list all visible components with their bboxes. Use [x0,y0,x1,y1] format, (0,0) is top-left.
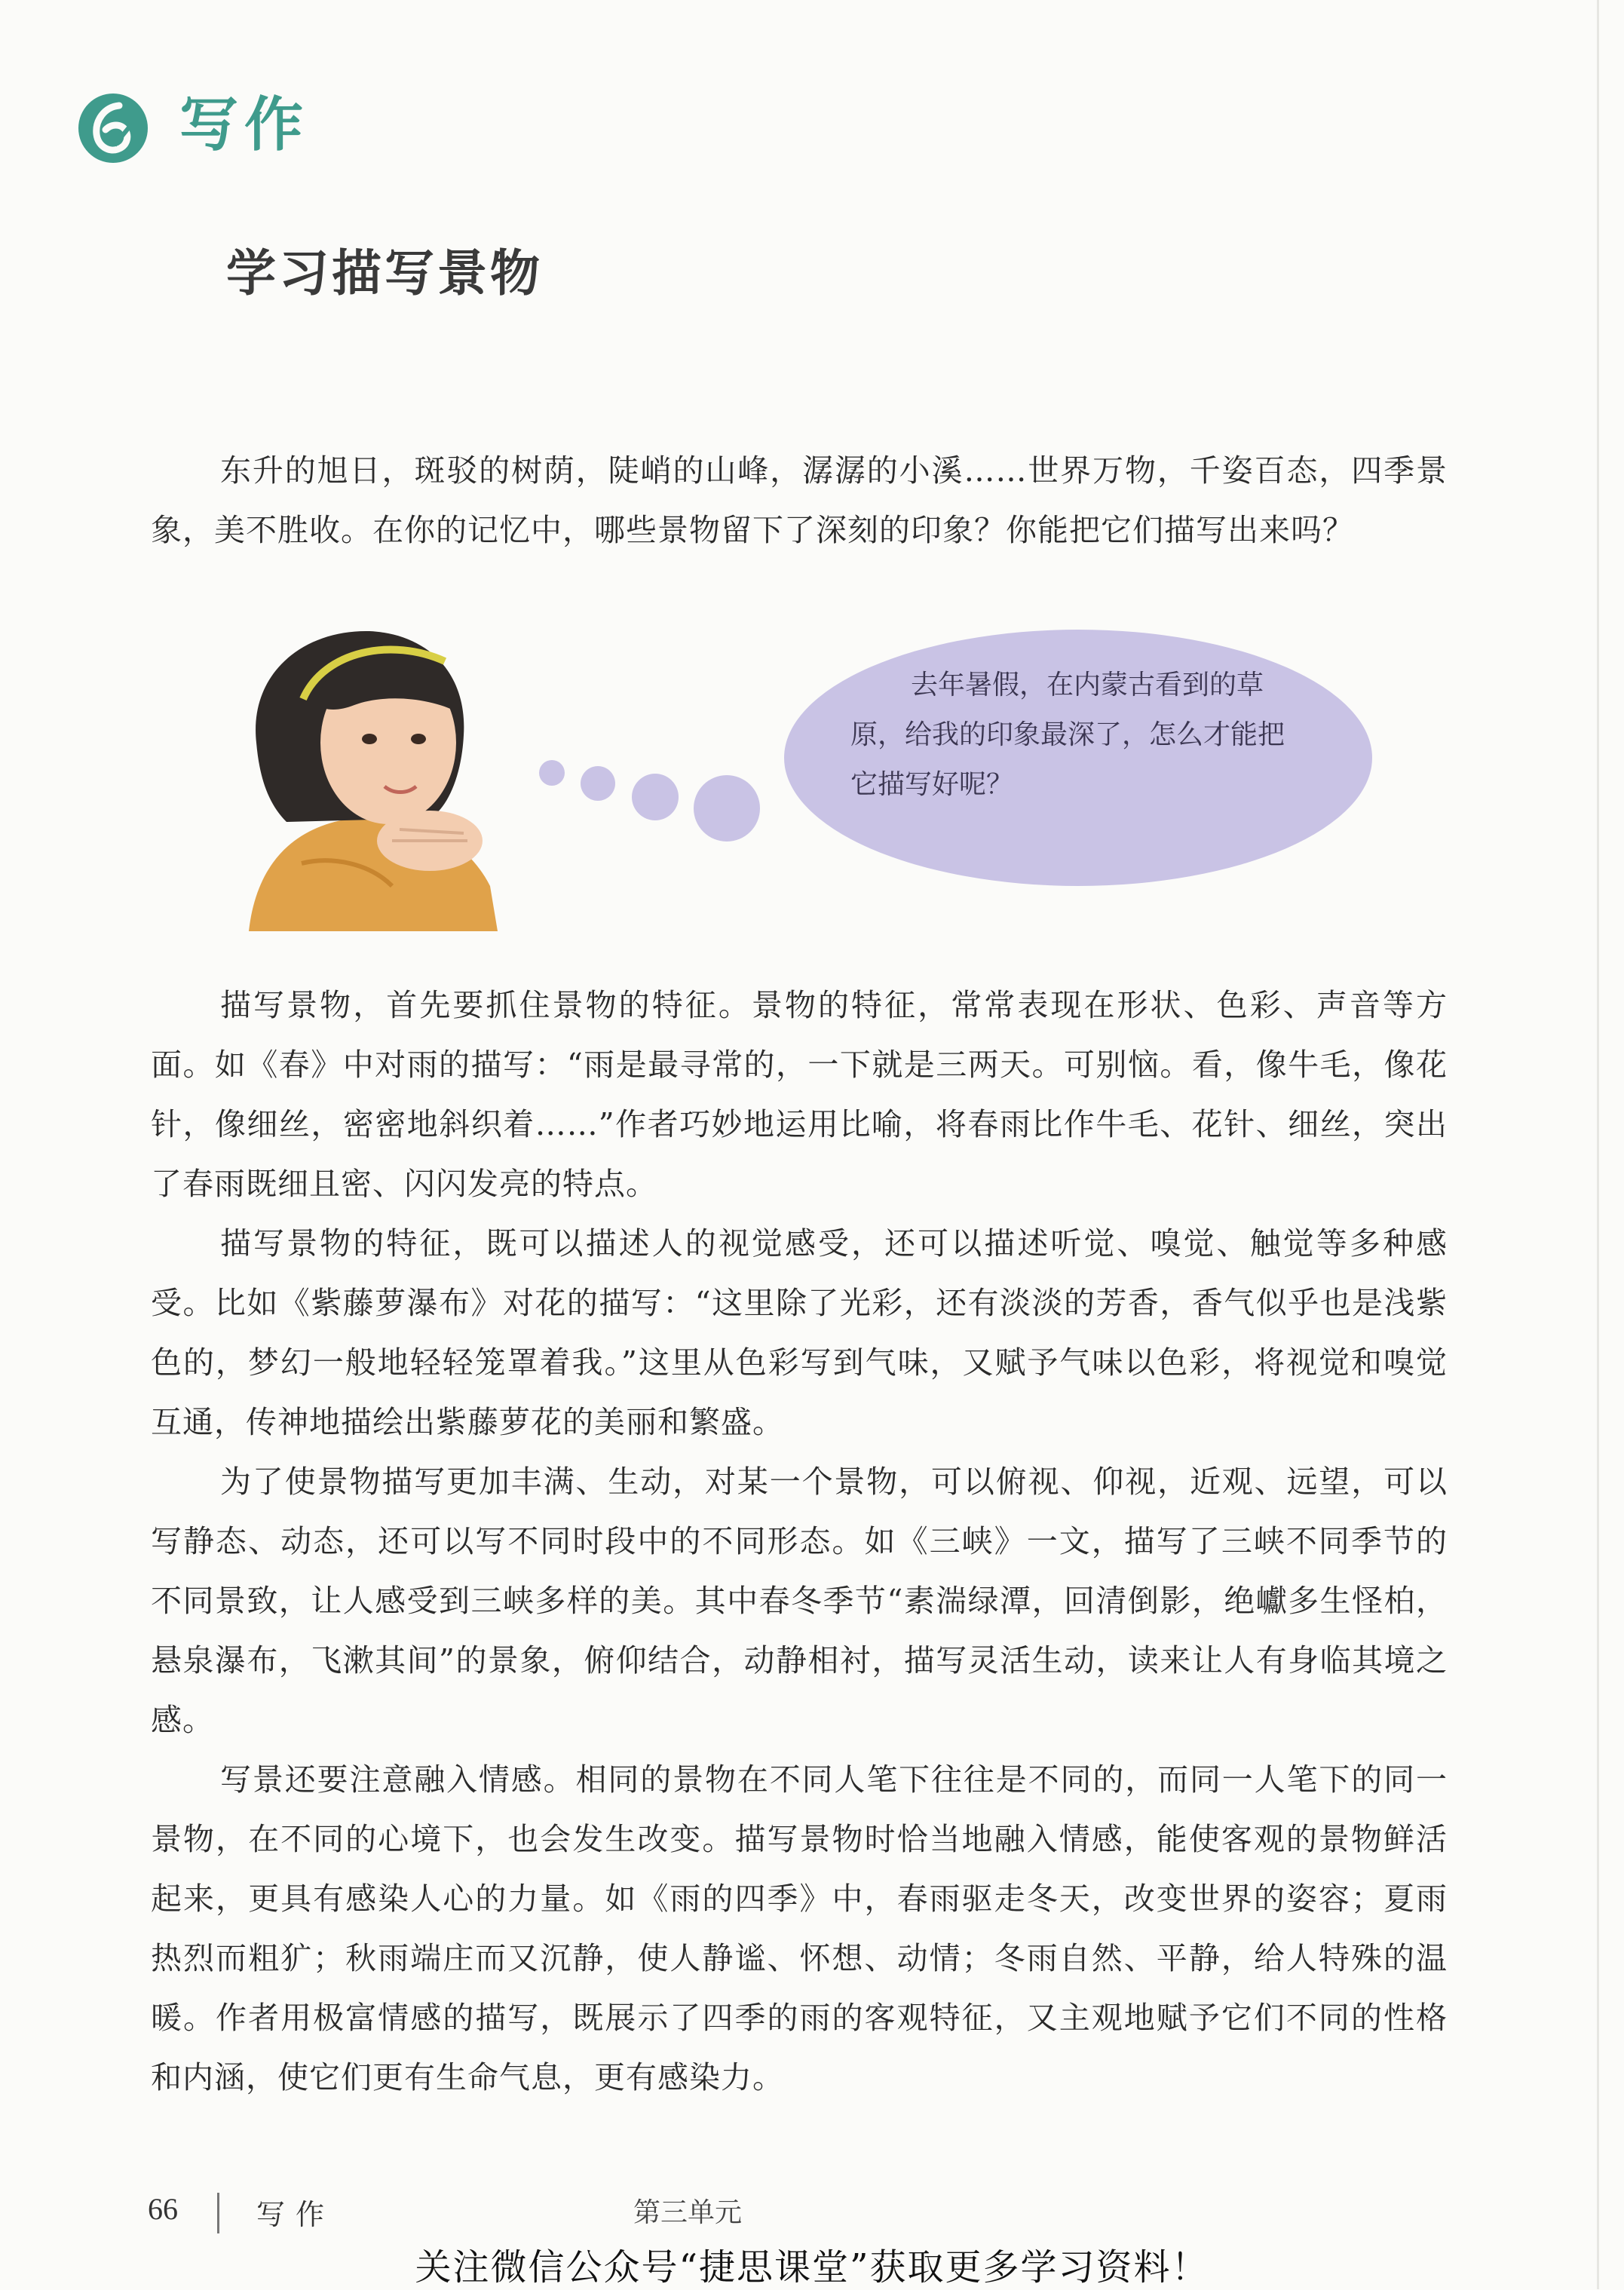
section-six-badge-icon [75,90,151,166]
thought-dot-4 [694,775,760,842]
body-paragraph: 写景还要注意融入情感。相同的景物在不同人笔下往往是不同的，而同一人笔下的同一景物，在不同的心境下，也会发生改变。描写景物时恰当地融入情感，能使客观的景物鲜活起来，更具有感染人心的力量。如《雨的四季》中，春雨驱走冬天，改变世界的姿容；夏雨热烈而粗犷；秋雨端庄而又沉静，使人静谧、怀想、动情；冬雨自然、平静，给人特殊的温暖。作者用极富情感的描写，既展示了四季的雨的客观特征，又主观地赋予它们不同的性格和内涵，使它们更有生命气息，更有感染力。 [151,1761,1448,2095]
body-paragraph: 描写景物的特征，既可以描述人的视觉感受，还可以描述听觉、嗅觉、触觉等多种感受。比如《紫藤萝瀑布》对花的描写：“这里除了光彩，还有淡淡的芳香，香气似乎也是浅紫色的，梦幻一般地轻轻笼罩着我。”这里从色彩写到气味，又赋予气味以色彩，将视觉和嗅觉互通，传神地描绘出紫藤萝花的美丽和繁盛。 [151,1225,1448,1440]
body-paragraph: 为了使景物描写更加丰满、生动，对某一个景物，可以俯视、仰视，近观、远望，可以写静态、动态，还可以写不同时段中的不同形态。如《三峡》一文，描写了三峡不同季节的不同景致，让人感受到三峡多样的美。其中春冬季节“素湍绿潭，回清倒影，绝巘多生怪柏，悬泉瀑布，飞漱其间”的景象，俯仰结合，动静相衬，描写灵活生动，读来让人有身临其境之感。 [151,1464,1448,1738]
body-paragraph: 描写景物，首先要抓住景物的特征。景物的特征，常常表现在形状、色彩、声音等方面。如《春》中对雨的描写：“雨是最寻常的，一下就是三两天。可别恼。看，像牛毛，像花针，像细丝，密密地斜织着……”作者巧妙地运用比喻，将春雨比作牛毛、花针、细丝，突出了春雨既细且密、闪闪发亮的特点。 [151,987,1448,1202]
footer-section-name: 写作 [256,2198,336,2231]
footer-unit-name: 第三单元 [633,2197,743,2228]
page-number: 66 [148,2192,178,2226]
section-label: 写作 [179,91,310,159]
thought-dot-1 [539,760,565,786]
intro-paragraph: 东升的旭日，斑驳的树荫，陡峭的山峰，潺潺的小溪……世界万物，千姿百态，四季景象，美不胜收。在你的记忆中，哪些景物留下了深刻的印象？你能把它们描写出来吗？ [151,452,1448,548]
footer-divider [217,2193,219,2233]
page-edge-divider [1597,0,1599,2289]
thought-bubble-text: 去年暑假，在内蒙古看到的草原，给我的印象最深了，怎么才能把它描写好呢？ [850,670,1285,800]
thought-dot-2 [581,766,615,801]
page-title: 学习描写景物 [226,244,543,302]
girl-thinking-illustration [241,615,769,931]
promo-banner-text: 关注微信公众号“捷思课堂”获取更多学习资料！ [415,2246,1209,2288]
thought-dot-3 [632,774,679,820]
